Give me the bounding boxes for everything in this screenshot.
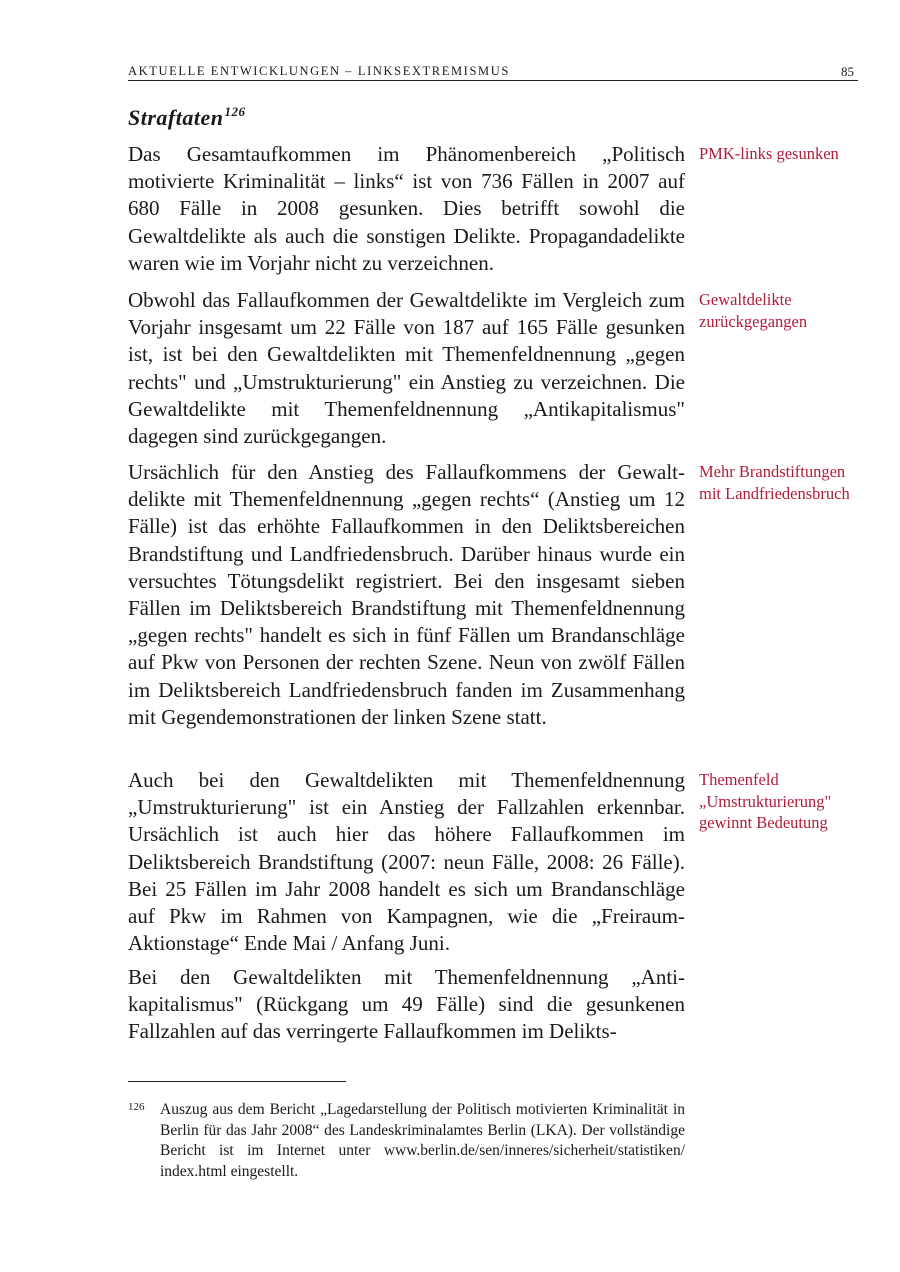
paragraph-3: Ursächlich für den Anstieg des Fallaufkommens der Gewaltdelikte mit Themenfeldnennung „gegen rechts“ (Anstieg um 12 Fälle) ist das erhöhte Fallaufkommen in den Deliktsbereichen Brandstiftung und Landfriedensbruch. Darüber hinaus wurde ein versuchtes Tötungsdelikt registriert. Bei den insgesamt sieben Fällen im Deliktsbereich Brandstiftung mit Themenfeldnennung „gegen rechts" handelt es sich in fünf Fällen um Brandanschläge auf Pkw von Personen der rechten Szene. Neun von zwölf Fällen im Deliktsbereich Landfriedensbruch fanden im Zusammenhang mit Gegendemonstrationen der linken Szene statt.	[128, 460, 685, 729]
margin-note-umstrukturierung: Themenfeld „Umstrukturierung" gewinnt Bedeutung	[699, 770, 832, 832]
paragraph-5: Bei den Gewaltdelikten mit Themenfeldnennung „Antikapitalismus" (Rückgang um 49 Fälle) sind die gesunkenen Fallzahlen auf das verringerte Fallaufkommen im Delikts-	[128, 965, 685, 1044]
page-number: 85	[841, 64, 854, 79]
paragraph-1: Das Gesamtaufkommen im Phänomenbereich „Politisch motivierte Kriminalität – links“ ist von 736 Fällen in 2007 auf 680 Fälle in 2008 gesunken. Dies betrifft sowohl die Gewaltdelikte als auch die sonstigen Delikte. Propagandadelikte waren wie im Vorjahr nicht zu verzeichnen.	[128, 142, 685, 275]
running-header	[128, 62, 858, 81]
paragraph-4: Auch bei den Gewaltdelikten mit Themenfeldnennung „Umstrukturierung" ist ein Anstieg der Fallzahlen erkennbar. Ursächlich ist auch hier das höhere Fallaufkommen im Deliktsbereich Brandstiftung (2007: neun Fälle, 2008: 26 Fälle). Bei 25 Fällen im Jahr 2008 handelt es sich um Brandanschläge auf Pkw im Rahmen von Kampagnen, wie die „Freiraum-Aktionstage“ Ende Mai / Anfang Juni.	[128, 768, 685, 956]
margin-note-gewaltdelikte: Gewaltdelikte zurückgegangen	[699, 290, 808, 331]
margin-note-pmk: PMK-links gesunken	[699, 144, 839, 163]
section-heading	[128, 104, 245, 131]
footnote-reference[interactable]: 126	[224, 104, 246, 119]
footnote-text: Auszug aus dem Bericht „Lagedarstellung der Politisch motivierten Kriminalität in Berlin für das Jahr 2008“ des Landeskriminalamtes Berlin (LKA). Der vollständige Bericht ist im Internet unter www.berlin.de/sen/inneres/sicherheit/statistiken/ index.html eingestellt.	[160, 1101, 685, 1180]
section-title: Straftaten	[128, 105, 224, 130]
footnote-number: 126	[128, 1101, 145, 1113]
running-title: AKTUELLE ENTWICKLUNGEN – LINKSEXTREMISMUS	[128, 64, 510, 78]
margin-note-brandstiftungen: Mehr Brandstiftungen mit Landfriedensbruch	[699, 462, 850, 503]
paragraph-2: Obwohl das Fallaufkommen der Gewaltdelikte im Vergleich zum Vorjahr insgesamt um 22 Fälle von 187 auf 165 Fälle gesunken ist, ist bei den Gewaltdelikten mit Themenfeldnennung „gegen rechts" und „Umstrukturierung" ein Anstieg zu verzeichnen. Die Gewaltdelikte mit Themenfeldnennung „Antikapitalismus" dagegen sind zurückgegangen.	[128, 288, 685, 449]
footnote-divider	[128, 1081, 346, 1082]
